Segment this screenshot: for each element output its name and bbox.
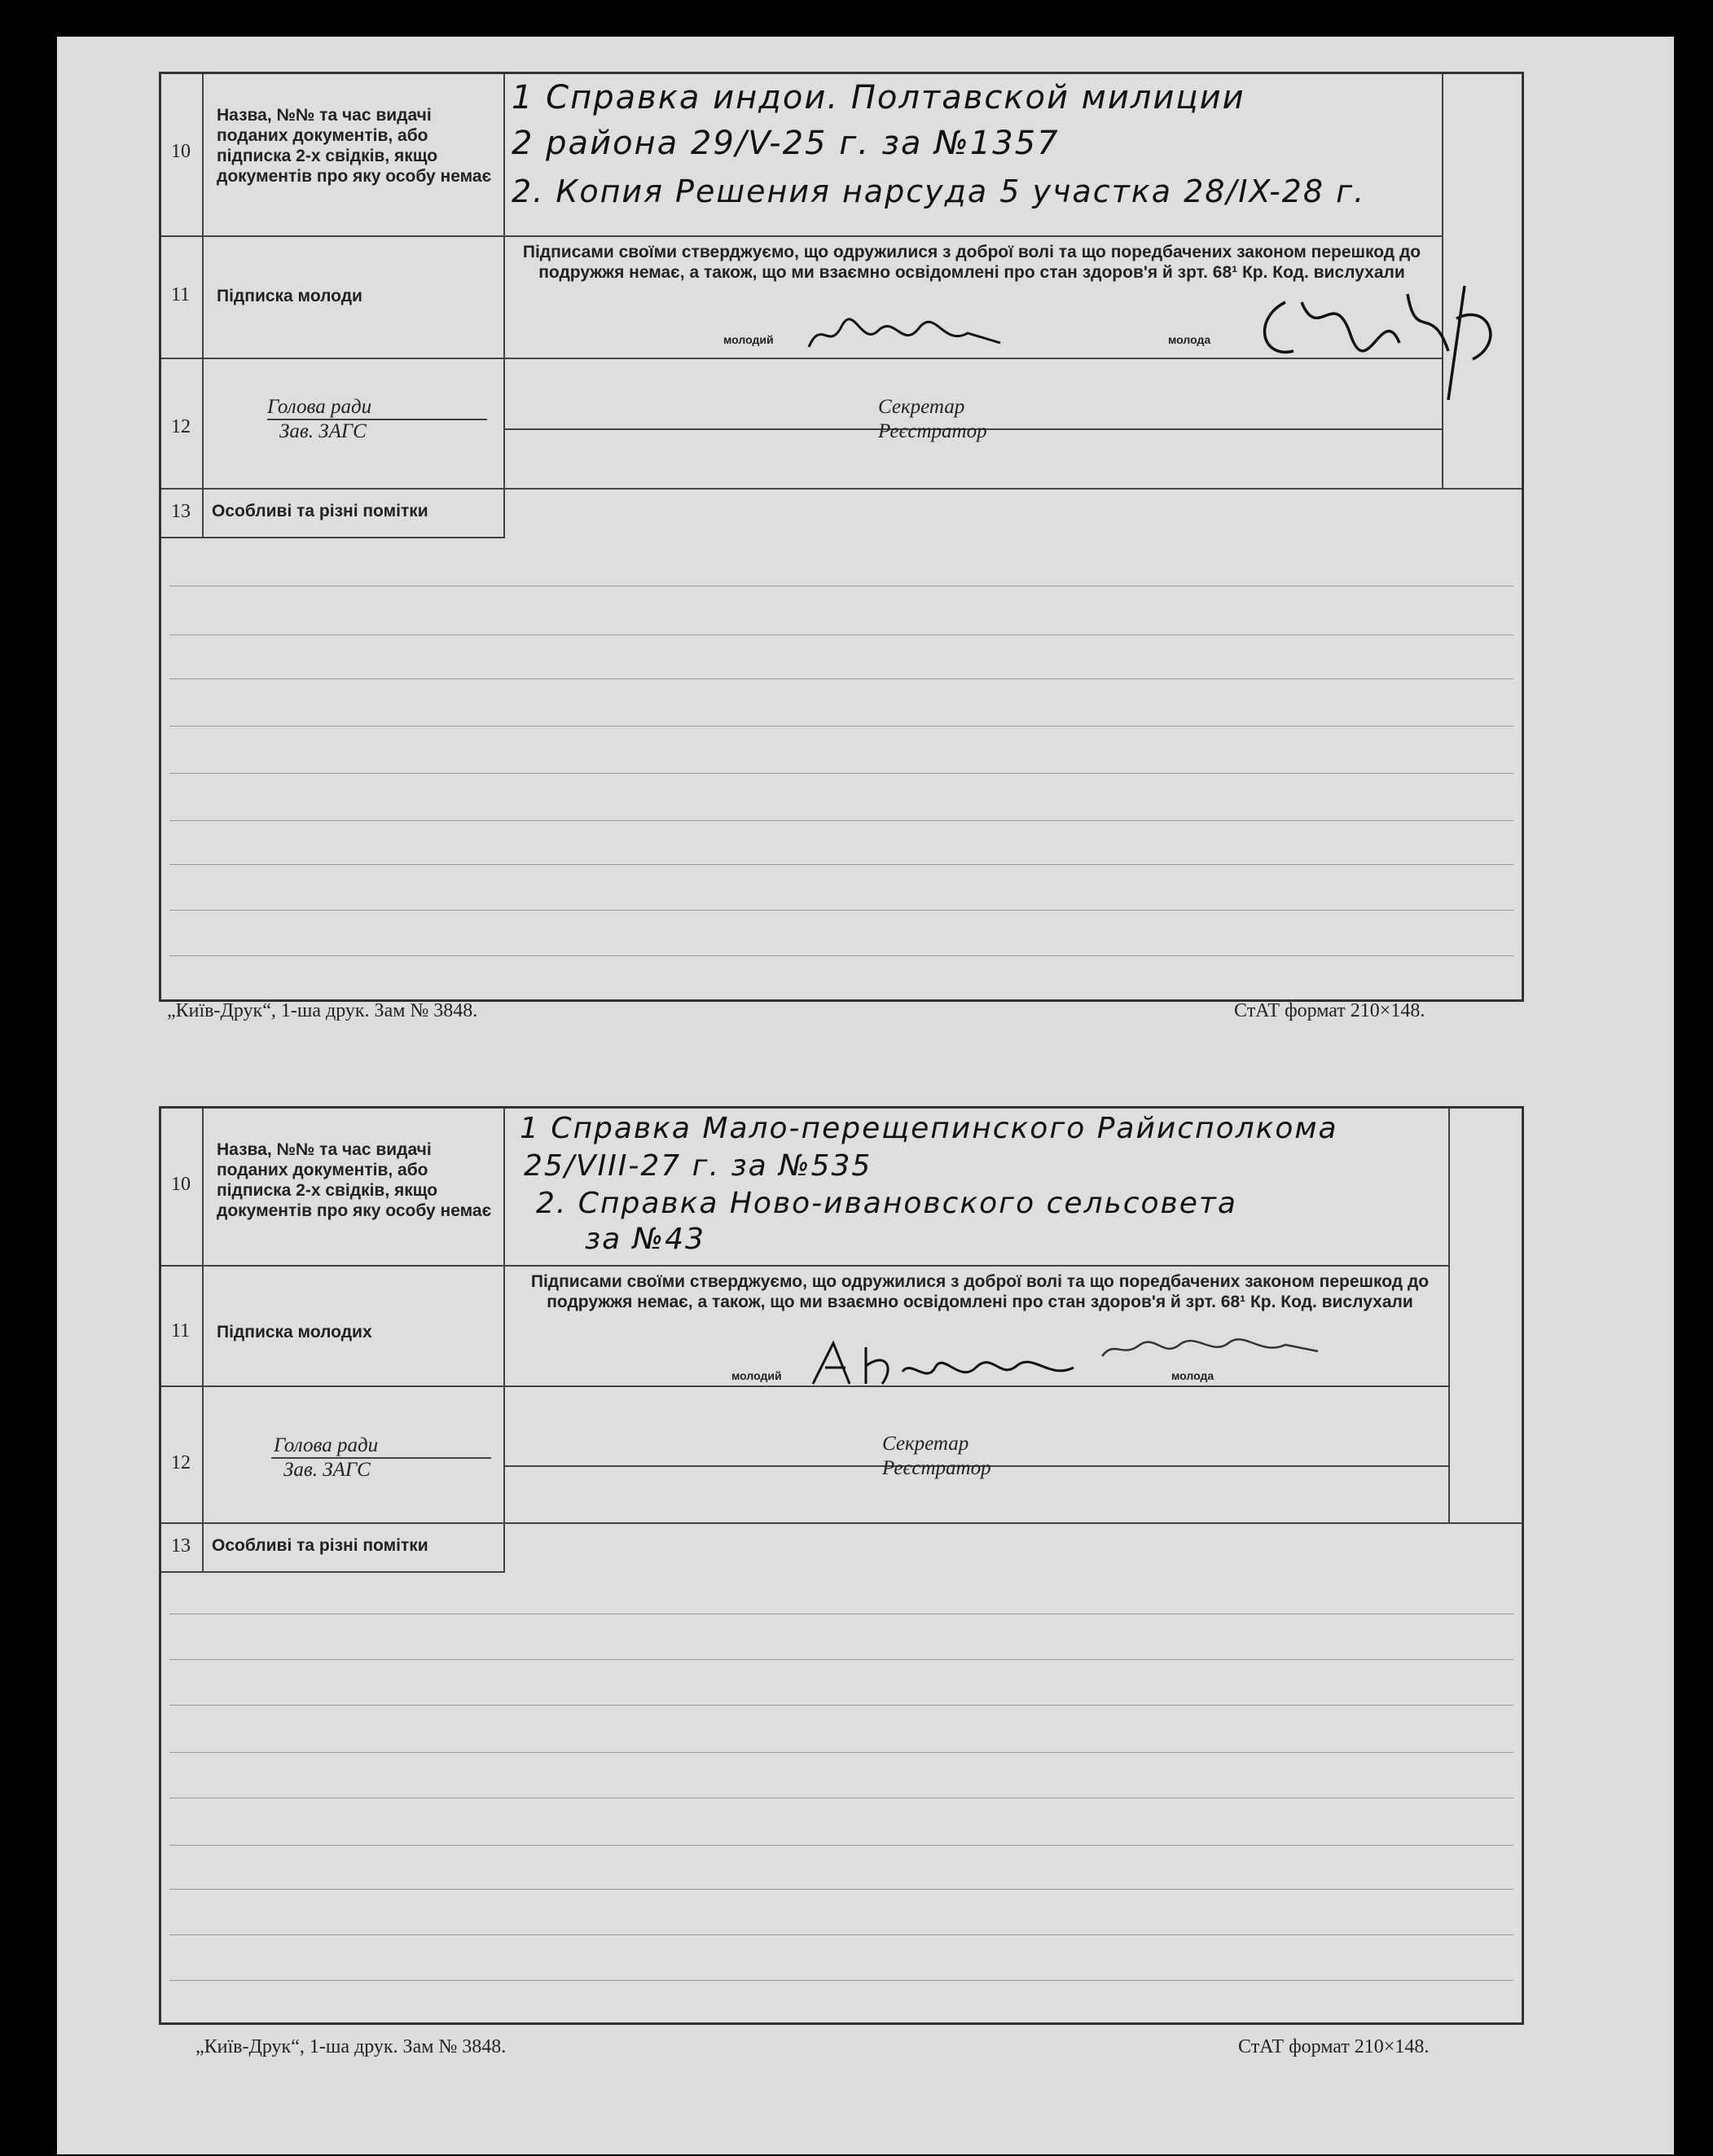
signature-declaration: Підписами своїми стверджуємо, що одружилися з доброї волі та що поредбачених законом перешкод до подружжя немає, а також, що ми взаємно освідомлені про стан здоров'я й зрт. 68¹ Кр. Код. вислухали [522,243,1421,282]
registrar-label: Реєстратор [882,1457,991,1479]
registry-head-label: Зав. ЗАГС [279,420,367,442]
footer-format-1: СтАТ формат 210×148. [1234,1000,1425,1021]
footer-format-2: СтАТ формат 210×148. [1238,2036,1430,2057]
row-number-10: 10 [171,1174,191,1195]
groom-signature [805,1335,1098,1392]
documents-handwritten-line-1: 1 Справка Мало-перещепинского Райисполкома [520,1112,1338,1145]
bride-label: молода [1171,1369,1214,1382]
bride-signature [1098,1333,1326,1366]
record-form-1 [159,72,1524,1002]
signature-label: Підписка молоди [217,287,362,305]
documents-handwritten-line-3: 2. Копия Решения нарсуда 5 участка 28/IX-28 г. [512,173,1366,209]
head-of-council-label: Голова ради [267,396,372,418]
head-of-council-label: Голова ради [274,1434,379,1456]
secretary-label: Секретар [878,396,965,418]
groom-label: молодий [731,1369,782,1382]
notes-label: Особливі та різні помітки [212,502,428,520]
signature-declaration: Підписами своїми стверджуємо, що одружилися з доброї волі та що поредбачених законом перешкод до подружжя немає, а також, що ми взаємно освідомлені про стан здоров'я й зрт. 68¹ Кр. Код. вислухали [530,1272,1430,1311]
documents-handwritten-line-1: 1 Справка индои. Полтавской милиции [512,79,1245,116]
secretary-label: Секретар [882,1433,969,1455]
row-number-11: 11 [171,1320,191,1341]
bride-signature [1253,270,1522,408]
groom-label: молодий [723,333,774,346]
bride-label: молода [1168,333,1211,346]
notes-label: Особливі та різні помітки [212,1536,428,1555]
footer-printer-2: „Київ-Друк“, 1-ша друк. Зам № 3848. [195,2036,507,2057]
row-number-12: 12 [171,416,191,437]
documents-handwritten-line-2: 2 района 29/V-25 г. за №1357 [512,125,1060,162]
documents-label: Назва, №№ та час видачі поданих документів, або підписка 2-х свідків, якщо документів про яку особу немає [217,1140,492,1220]
record-form-2 [159,1106,1524,2025]
documents-handwritten-line-3: 2. Справка Ново-ивановского сельсовета [536,1187,1237,1220]
groom-signature [805,310,1017,359]
documents-label: Назва, №№ та час видачі поданих документів, або підписка 2-х свідків, якщо документів про яку особу немає [217,106,492,186]
row-number-10: 10 [171,141,191,162]
row-number-11: 11 [171,284,191,305]
row-number-13: 13 [171,1535,191,1557]
registrar-label: Реєстратор [878,420,987,442]
documents-handwritten-line-2: 25/VIII-27 г. за №535 [524,1149,872,1183]
registry-head-label: Зав. ЗАГС [283,1459,371,1481]
footer-printer-1: „Київ-Друк“, 1-ша друк. Зам № 3848. [167,1000,478,1021]
signature-label: Підписка молодих [217,1323,372,1341]
row-number-12: 12 [171,1452,191,1473]
documents-handwritten-line-4: за №43 [585,1223,705,1256]
row-number-13: 13 [171,501,191,522]
